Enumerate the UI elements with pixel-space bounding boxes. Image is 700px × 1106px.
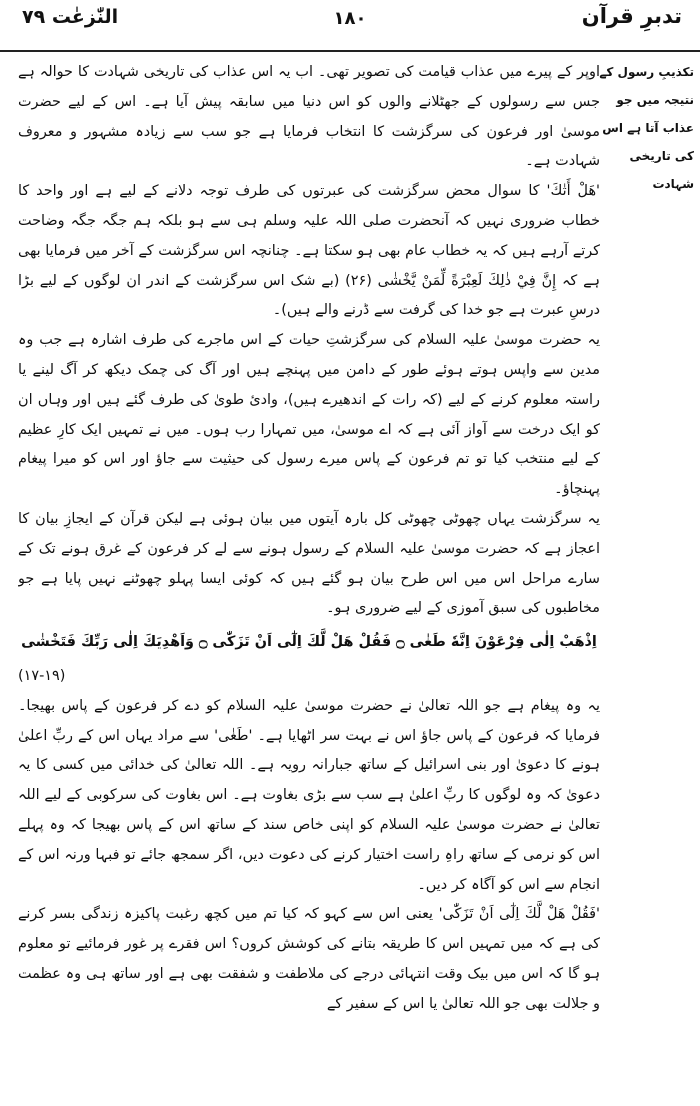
paragraph: یہ وہ پیغام ہے جو اللہ تعالیٰ نے حضرت موسیٰ علیہ السلام کو دے کر فرعون کے پاس بھیجا۔ فرمایا کہ فرعون کے پاس جاؤ اس نے بہت سر اٹھایا ہے۔ 'طَغٰى' سے مراد یہاں اس کے ربِّ اعلیٰ ہونے کا دعویٰ اور بنی اسرائیل کے ساتھ جبارانہ رویہ ہے۔ اللہ تعالیٰ کی خدائی میں کسی کا یہ دعویٰ کہ وہ لوگوں کا ربِّ اعلیٰ ہے سب سے بڑی بغاوت ہے۔ اس بغاوت کی سرکوبی کے لیے اللہ تعالیٰ نے حضرت موسیٰ علیہ السلام کو اپنی خاص سند کے ساتھ اس کے پاس بھیجا کہ وہ پہلے اس کو نرمی کے ساتھ راہِ راست اختیار کرنے کی دعوت دیں، اگر سمجھ جائے تو فبہا ورنہ اس کے انجام سے اس کو آگاہ کر دیں۔ [18,697,600,893]
margin-note: تکذیبِ رسول کے نتیجہ میں جو عذاب آتا ہے اس کی تاریخی شہادت [599,65,694,191]
quran-verse: اِذْهَبْ اِلٰى فِرْعَوْنَ اِنَّهٗ طَغٰى ۝ فَقُلْ هَلْ لَّكَ اِلٰٓى اَنْ تَزَكّٰى ۝ وَاَهْدِيَكَ اِلٰى رَبِّكَ فَتَخْشٰى [21,634,597,651]
surah-reference: النّٰزعٰت ۷۹ [22,6,119,28]
book-title: تدبرِ قرآن [581,4,682,28]
paragraph: یہ سرگزشت یہاں چھوٹی چھوٹی کل بارہ آیتوں میں بیان ہوئی ہے لیکن قرآن کے ایجازِ بیان کا اعجاز ہے کہ حضرت موسیٰ علیہ السلام کے رسول ہونے سے لے کر فرعون کے غرق ہونے تک کے سارے مراحل اس میں اس طرح بیان ہو گئے ہیں کہ کوئی ایسا پہلو چھوٹنے نہیں پایا ہے جو مخاطبوں کی سبق آموزی کے لیے ضروری ہو۔ [18,510,600,617]
paragraph: اوپر کے پیرے میں عذاب قیامت کی تصویر تھی۔ اب یہ اس عذاب کی تاریخی شہادت کا حوالہ ہے جس سے رسولوں کے جھٹلانے والوں کو اس دنیا میں سابقہ پیش آیا ہے۔ اس کے لیے حضرت موسیٰ اور فرعون کی سرگزشت کا انتخاب فرمایا ہے جو سب سے زیادہ مشہور و معروف شہادت ہے۔ [18,64,600,170]
paragraph: یہ حضرت موسیٰ علیہ السلام کی سرگزشتِ حیات کے اس ماجرے کی طرف اشارہ ہے جب وہ مدین سے واپس ہوتے ہوئے طور کے دامن میں پہنچے ہیں اور آگ کی چمک دیکھ کر آگ لینے یا راستہ معلوم کرنے کے لیے (کہ رات کے اندھیرے ہیں)، وادیٔ طویٰ کی طرف گئے ہیں اور وہاں ان کو ایک درخت سے آواز آئی ہے کہ اے موسیٰ، میں تمہارا رب ہوں۔ میں نے تمہیں ایک کارِ عظیم کے لیے منتخب کیا تو تم فرعون کے پاس میرے رسول کی حیثیت سے جاؤ اور اس کو میرا پیغام پہنچاؤ۔ [18,332,600,498]
page-header [0,0,700,52]
body-text [18,58,600,1098]
paragraph: 'فَقُلْ هَلْ لَّكَ اِلٰٓى اَنْ تَزَكّٰى' یعنی اس سے کہو کہ کیا تم میں کچھ رغبت پاکیزہ زندگی بسر کرنے کی ہے کہ میں تمہیں اس کا طریقہ بتانے کی کوشش کروں؟ اس فقرے پر غور فرمائیے تو معلوم ہو گا کہ اس میں بیک وقت انتہائی درجے کی ملاطفت و شفقت بھی ہے اور ساتھ ہی وہ عظمت و جلالت بھی جو اللہ تعالیٰ یا اس کے سفیر کے [18,906,600,1012]
verse-reference: (۱۷-۱۹) [18,667,66,684]
page-number: ۱۸۰ [333,8,367,29]
paragraph: 'هَلْ أَتٰكَ' کا سوال محض سرگزشت کی عبرتوں کی طرف توجہ دلانے کے لیے ہے اور واحد کا خطاب ضروری نہیں کہ آنحضرت صلی اللہ علیہ وسلم ہی سے ہو بلکہ ہم جگہ جگہ وضاحت کرتے آرہے ہیں کہ یہ خطاب عام بھی ہو سکتا ہے۔ چنانچہ اس سرگزشت کے آخر میں فرمایا بھی ہے کہ إِنَّ فِيْ ذٰلِكَ لَعِبْرَةً لِّمَنْ يَّخْشٰى (۲۶) (بے شک اس سرگزشت کے اندر ان لوگوں کے لیے بڑا درسِ عبرت ہے جو خدا کی گرفت سے ڈرنے والے ہیں)۔ [18,183,600,319]
